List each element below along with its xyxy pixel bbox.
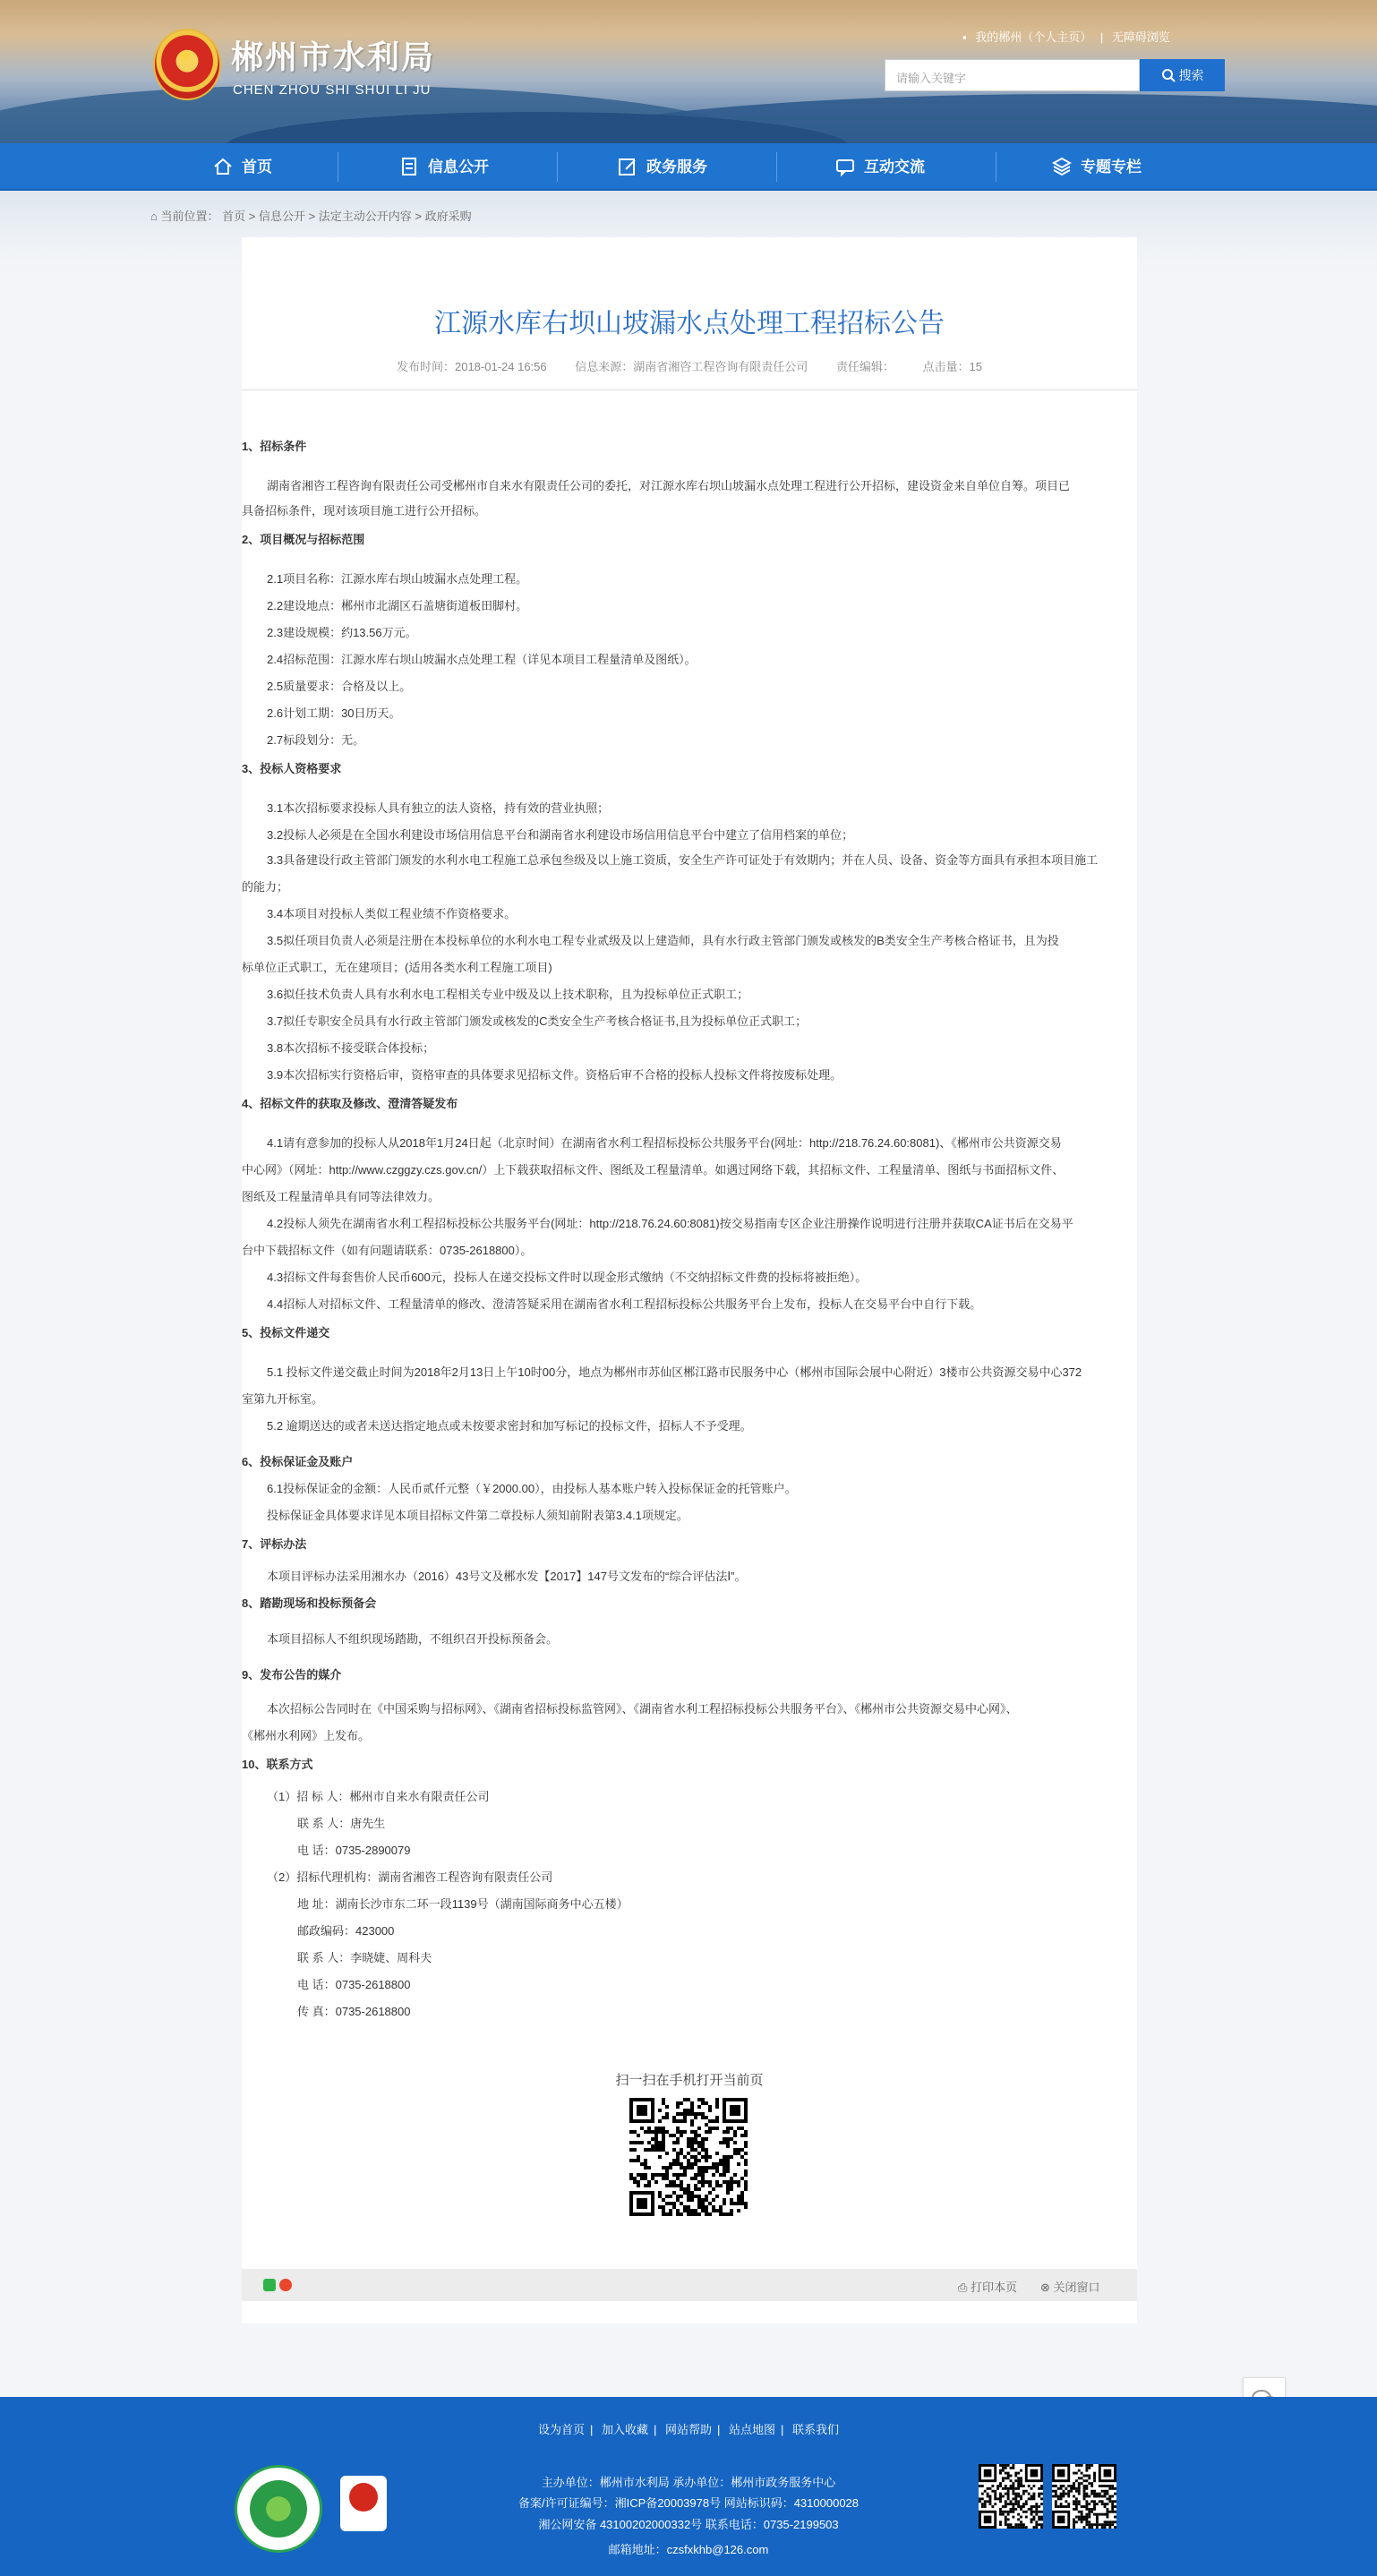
nav-divider bbox=[776, 152, 777, 182]
my-chenzhou-link[interactable]: 我的郴州（个人主页） bbox=[975, 30, 1092, 44]
article-paragraph: 3.5拟任项目负责人必须是注册在本投标单位的水利水电工程专业贰级及以上建造师，具有水行政主管部门颁发或核发的B类安全生产考核合格证书，且为投 bbox=[267, 934, 1059, 947]
qr-code-icon bbox=[979, 2464, 1043, 2529]
weibo-share-icon[interactable] bbox=[279, 2279, 292, 2291]
nav-info-public-label: 信息公开 bbox=[428, 158, 489, 175]
search-button[interactable] bbox=[1140, 59, 1225, 91]
article-paragraph: 投标保证金具体要求详见本项目招标文件第二章投标人须知前附表第3.4.1项规定。 bbox=[267, 1509, 688, 1522]
search-input[interactable]: 请输入关键字 bbox=[885, 59, 1140, 91]
nav-info-public[interactable] bbox=[399, 143, 489, 191]
article-paragraph: 2.7标段划分：无。 bbox=[267, 733, 365, 747]
section-heading: 5、投标文件递交 bbox=[242, 1326, 330, 1339]
article-paragraph: 3.3具备建设行政主管部门颁发的水利水电工程施工总承包叁级及以上施工资质，安全生产许可证处于有效期内；并在人员、设备、资金等方面具有承担本项目施工 bbox=[267, 853, 1099, 867]
article-paragraph: 3.4本项目对投标人类似工程业绩不作资格要求。 bbox=[267, 907, 517, 920]
footer-link[interactable]: 加入收藏 bbox=[601, 2423, 648, 2436]
article-paragraph: 《郴州水利网》上发布。 bbox=[242, 1729, 371, 1742]
info-source: 信息来源：湖南省湘咨工程咨询有限责任公司 bbox=[575, 360, 808, 373]
article-paragraph: 地 址：湖南长沙市东二环一段1139号（湖南国际商务中心五楼） bbox=[297, 1897, 629, 1911]
breadcrumb: ⌂ 当前位置： 首页 > 信息公开 > 法定主动公开内容 > 政府采购 bbox=[150, 210, 472, 223]
article-meta bbox=[242, 357, 1137, 374]
article-paragraph: 的能力； bbox=[242, 880, 289, 894]
section-heading: 1、招标条件 bbox=[242, 440, 307, 453]
document-icon bbox=[399, 157, 419, 176]
search-button-label: 搜索 bbox=[1178, 68, 1204, 82]
article-paragraph: 电 话：0735-2890079 bbox=[297, 1844, 411, 1857]
article-paragraph: 室第九开标室。 bbox=[242, 1392, 324, 1406]
nav-special-topics-label: 专题专栏 bbox=[1081, 158, 1142, 175]
user-icon: ▪ bbox=[962, 30, 967, 44]
breadcrumb-item[interactable]: 法定主动公开内容 bbox=[318, 210, 412, 223]
footer-police-record: 湘公网安备 43100202000332号 联系电话：0735-2199503 bbox=[538, 2518, 839, 2531]
article-paragraph: 台中下载招标文件（如有问题请联系：0735-2618800）。 bbox=[242, 1244, 533, 1257]
nav-divider bbox=[557, 152, 558, 182]
article-paragraph: 3.6拟任技术负责人具有水利水电工程相关专业中级及以上技术职称，且为投标单位正式职工； bbox=[267, 988, 749, 1001]
site-footer bbox=[0, 2397, 1377, 2576]
article-paragraph: （1）招 标 人：郴州市自来水有限责任公司 bbox=[267, 1790, 490, 1803]
section-heading: 4、招标文件的获取及修改、澄清答疑发布 bbox=[242, 1097, 458, 1110]
breadcrumb-item[interactable]: 政府采购 bbox=[424, 210, 472, 223]
home-icon: ⌂ bbox=[150, 210, 161, 223]
breadcrumb-item[interactable]: 信息公开 bbox=[258, 210, 305, 223]
article-paragraph: 本项目评标办法采用湘水办（2016）43号文及郴水发【2017】147号文发布的“综合评估法Ⅰ”。 bbox=[267, 1570, 747, 1583]
article-paragraph: 联 系 人：唐先生 bbox=[297, 1817, 386, 1830]
breadcrumb-item[interactable]: 首页 bbox=[222, 210, 246, 223]
footer-icp: 备案/许可证编号：湘ICP备20003978号 网站标识码：4310000028 bbox=[517, 2496, 860, 2510]
nav-gov-service[interactable] bbox=[618, 143, 707, 191]
nav-home-label: 首页 bbox=[242, 158, 272, 175]
top-links: ▪ 我的郴州（个人主页） | 无障碍浏览 bbox=[962, 30, 1170, 44]
article-paragraph: 2.2建设地点：郴州市北湖区石盖塘街道板田脚村。 bbox=[267, 599, 528, 612]
section-heading: 2、项目概况与招标范围 bbox=[242, 533, 365, 546]
national-emblem-icon bbox=[155, 30, 219, 98]
publish-time: 发布时间：2018-01-24 16:56 bbox=[396, 360, 547, 373]
main-nav bbox=[0, 143, 1377, 191]
section-heading: 3、投标人资格要求 bbox=[242, 762, 342, 775]
article-paragraph: 本次招标公告同时在《中国采购与招标网》、《湖南省招标投标监管网》、《湖南省水利工程招标投标公共服务平台》、《郴州市公共资源交易中心网》、 bbox=[267, 1702, 1018, 1716]
article-paragraph: 3.8本次招标不接受联合体投标； bbox=[267, 1041, 435, 1055]
close-window-button[interactable]: ⊗ 关闭窗口 bbox=[1040, 2281, 1100, 2294]
article-paragraph: 中心网》（网址：http://www.czggzy.czs.gov.cn/）上下载获取招标文件、图纸及工程量清单。如遇过网络下载，其招标文件、工程量清单、图纸与书面招标文件、 bbox=[242, 1163, 1065, 1177]
editor: 责任编辑： bbox=[835, 360, 894, 373]
print-button[interactable]: ⎙ 打印本页 bbox=[958, 2281, 1018, 2294]
accessibility-link[interactable]: 无障碍浏览 bbox=[1111, 30, 1170, 44]
article-paragraph: 传 真：0735-2618800 bbox=[297, 2005, 411, 2018]
footer-link[interactable]: 网站帮助 bbox=[664, 2423, 712, 2436]
article-paragraph: 3.9本次招标实行资格后审，资格审查的具体要求见招标文件。资格后审不合格的投标人投标文件将按废标处理。 bbox=[267, 1068, 842, 1082]
article-paragraph: 2.1项目名称：江源水库右坝山坡漏水点处理工程。 bbox=[267, 572, 528, 586]
article-paragraph: 5.2 逾期送达的或者未送达指定地点或未按要求密封和加写标记的投标文件，招标人不予受理。 bbox=[267, 1419, 752, 1433]
home-icon bbox=[213, 157, 233, 176]
site-title[interactable]: 郴州市水利局 bbox=[231, 39, 436, 75]
section-heading: 9、发布公告的媒介 bbox=[242, 1668, 342, 1682]
section-heading: 7、评标办法 bbox=[242, 1537, 307, 1551]
breadcrumb-prefix: 当前位置： bbox=[160, 210, 219, 223]
footer-email: 邮箱地址：czsfxkhb@126.com bbox=[608, 2543, 769, 2556]
article-paragraph: 3.1本次招标要求投标人具有独立的法人资格，持有效的营业执照； bbox=[267, 801, 610, 815]
nav-interaction[interactable] bbox=[835, 143, 925, 191]
section-heading: 8、踏勘现场和投标预备会 bbox=[242, 1596, 377, 1610]
article-paragraph: 图纸及工程量清单具有同等法律效力。 bbox=[242, 1190, 440, 1203]
nav-home[interactable] bbox=[213, 143, 272, 191]
article-paragraph: 4.2投标人须先在湖南省水利工程招标投标公共服务平台(网址：http://218.76.24.60:8081)按交易指南专区企业注册操作说明进行注册并获取CA证书后在交易平 bbox=[267, 1217, 1073, 1230]
article-paragraph: 本项目招标人不组织现场踏勘，不组织召开投标预备会。 bbox=[267, 1632, 559, 1646]
footer-link[interactable]: 站点地图 bbox=[729, 2423, 776, 2436]
qr-caption: 扫一扫在手机打开当前页 bbox=[615, 2073, 764, 2088]
article-paragraph: 3.7拟任专职安全员具有水行政主管部门颁发或核发的C类安全生产考核合格证书,且为投标单位正式职工； bbox=[267, 1014, 808, 1028]
article-paragraph: 4.4招标人对招标文件、工程量清单的修改、澄清答疑采用在湖南省水利工程招标投标公共服务平台上发布，投标人在交易平台中自行下载。 bbox=[267, 1297, 982, 1311]
article-paragraph: 具备招标条件，现对该项目施工进行公开招标。 bbox=[242, 504, 487, 518]
article-paragraph: 5.1 投标文件递交截止时间为2018年2月13日上午10时00分，地点为郴州市苏仙区郴江路市民服务中心（郴州市国际会展中心附近）3楼市公共资源交易中心372 bbox=[267, 1365, 1082, 1379]
article-paragraph: 湖南省湘咨工程咨询有限责任公司受郴州市自来水有限责任公司的委托，对江源水库右坝山坡漏水点处理工程进行公开招标，建设资金来自单位自筹。项目已 bbox=[267, 479, 1071, 492]
printer-icon: ⎙ bbox=[958, 2281, 971, 2294]
article-paragraph: 标单位正式职工，无在建项目；(适用各类水利工程施工项目) bbox=[242, 961, 552, 974]
article-paragraph: 4.3招标文件每套售价人民币600元，投标人在递交投标文件时以现金形式缴纳（不交纳招标文件费的投标将被拒绝）。 bbox=[267, 1271, 868, 1284]
article-paragraph: 2.4招标范围：江源水库右坝山坡漏水点处理工程（详见本项目工程量清单及图纸）。 bbox=[267, 653, 697, 666]
article-paragraph: 电 话：0735-2618800 bbox=[297, 1978, 411, 1991]
qr-code-icon bbox=[1052, 2464, 1116, 2529]
footer-sponsor: 主办单位：郴州市水利局 承办单位：郴州市政务服务中心 bbox=[541, 2476, 836, 2489]
nav-special-topics[interactable] bbox=[1052, 143, 1142, 191]
divider bbox=[242, 389, 1137, 390]
site-subtitle: CHEN ZHOU SHI SHUI LI JU bbox=[233, 82, 432, 98]
article-paragraph: 邮政编码：423000 bbox=[297, 1924, 395, 1938]
article-paragraph: 4.1请有意参加的投标人从2018年1月24日起（北京时间）在湖南省水利工程招标投标公共服务平台(网址：http://218.76.24.60:8081)、《郴州市公共资源交易 bbox=[267, 1136, 1062, 1150]
nav-interaction-label: 互动交流 bbox=[864, 158, 925, 175]
article-title: 江源水库右坝山坡漏水点处理工程招标公告 bbox=[434, 309, 945, 338]
edit-icon bbox=[618, 157, 637, 176]
footer-link[interactable]: 联系我们 bbox=[792, 2423, 840, 2436]
share-bar bbox=[242, 2269, 1137, 2301]
article-paragraph: （2）招标代理机构：湖南省湘咨工程咨询有限责任公司 bbox=[267, 1870, 553, 1884]
article-paragraph: 6.1投标保证金的金额：人民币贰仟元整（￥2000.00），由投标人基本账户转入投标保证金的托管账户。 bbox=[267, 1482, 797, 1495]
footer-links: 设为首页 | 加入收藏 | 网站帮助 | 站点地图 | 联系我们 bbox=[537, 2423, 840, 2436]
view-count: 点击量：15 bbox=[922, 360, 983, 373]
article-paragraph: 2.3建设规模：约13.56万元。 bbox=[267, 626, 417, 639]
wechat-share-icon[interactable] bbox=[263, 2279, 276, 2291]
article-paragraph: 联 系 人：李晓婕、周科夫 bbox=[297, 1951, 432, 1964]
chat-icon bbox=[835, 157, 855, 176]
section-heading: 10、联系方式 bbox=[242, 1758, 313, 1771]
section-heading: 6、投标保证金及账户 bbox=[242, 1455, 354, 1468]
article-paragraph: 2.5质量要求：合格及以上。 bbox=[267, 680, 412, 693]
footer-link[interactable]: 设为首页 bbox=[537, 2423, 585, 2436]
article-paragraph: 2.6计划工期：30日历天。 bbox=[267, 706, 401, 720]
layers-icon bbox=[1052, 157, 1072, 176]
close-icon: ⊗ bbox=[1040, 2281, 1054, 2294]
search-icon bbox=[1161, 68, 1176, 82]
nav-gov-service-label: 政务服务 bbox=[646, 158, 707, 175]
article-paragraph: 3.2投标人必须是在全国水利建设市场信用信息平台和湖南省水利建设市场信用信息平台中建立了信用档案的单位； bbox=[267, 828, 854, 842]
qr-code-icon bbox=[629, 2098, 748, 2216]
